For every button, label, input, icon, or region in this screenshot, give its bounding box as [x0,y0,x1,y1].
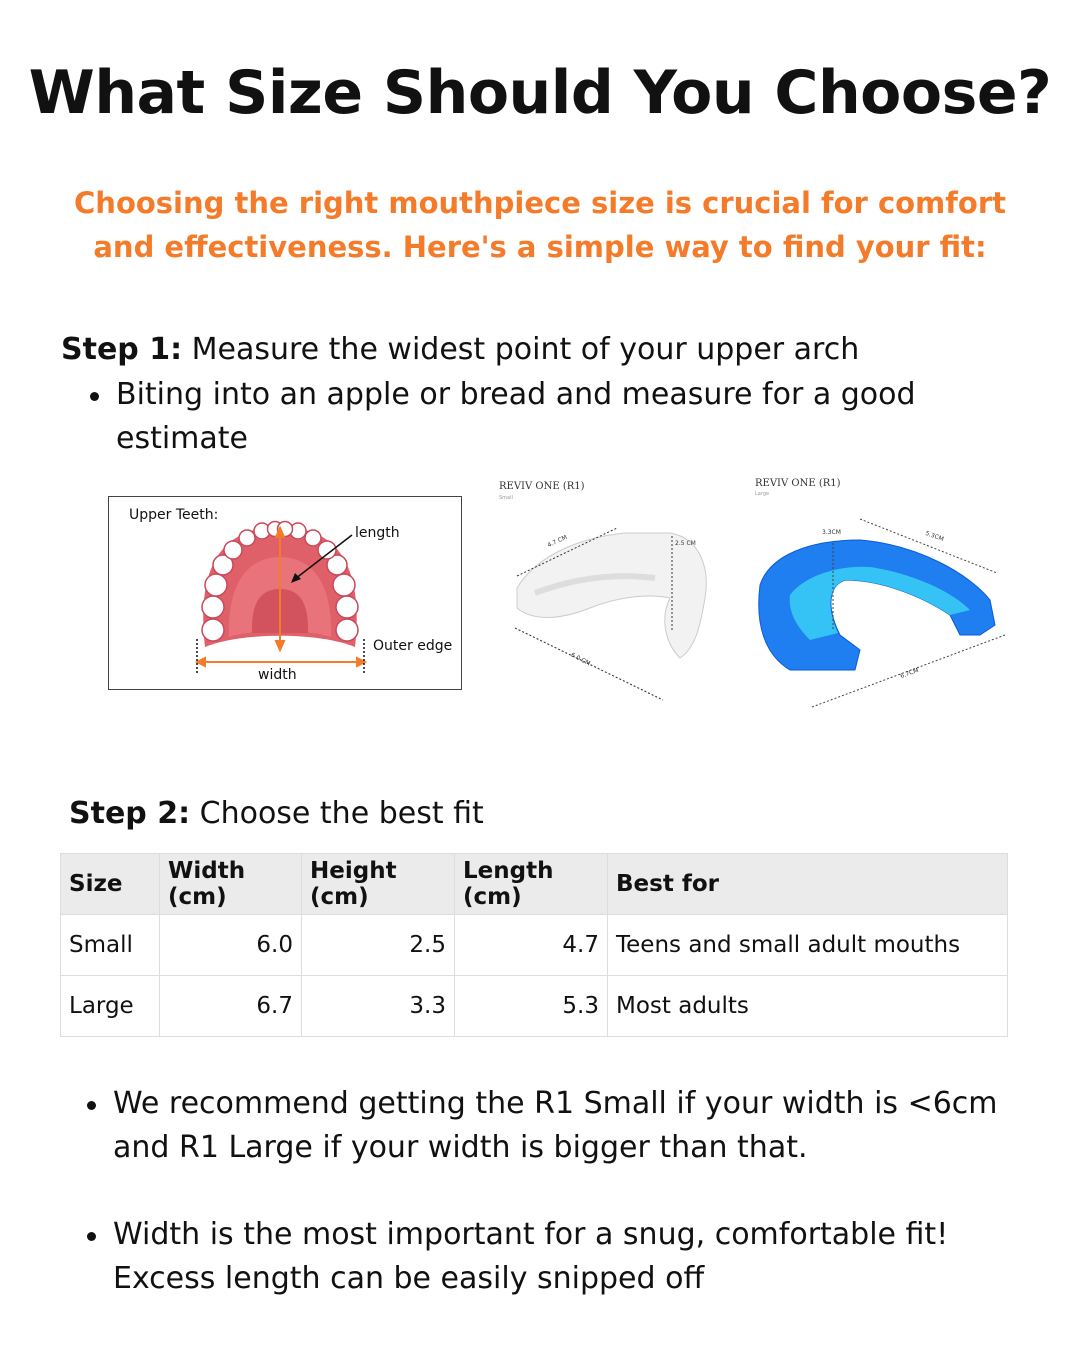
outer-edge-label: Outer edge [373,638,453,654]
step1-label: Step 1: [61,332,183,367]
step1-bullet: Biting into an apple or bread and measure for a good estimate [116,373,976,461]
mouthpiece-large-illustration [750,475,1010,715]
table-row [61,976,1008,1037]
product-image-small [495,478,735,708]
table-header-row [61,854,1008,915]
product-brand: REVIV ONE (R1) [755,478,841,489]
page-title: What Size Should You Choose? [28,58,1052,128]
step1-bullets [116,373,976,461]
step2-heading [69,796,484,831]
header-size: Size [61,854,160,915]
cell-size: Small [61,915,160,976]
cell-height: 2.5 [302,915,455,976]
cell-best-for: Most adults [608,976,1008,1037]
dim-height: 3.3CM [822,529,841,536]
dim-width: 6.0 CM [569,651,592,668]
note-item: We recommend getting the R1 Small if your width is <6cm and R1 Large if your width is bigger than that. [113,1082,1023,1170]
cell-length: 4.7 [455,915,608,976]
header-width: Width (cm) [160,854,302,915]
header-length: Length (cm) [455,854,608,915]
header-height: Height (cm) [302,854,455,915]
header-best-for: Best for [608,854,1008,915]
cell-width: 6.7 [160,976,302,1037]
table-row [61,915,1008,976]
mouthpiece-small-illustration [495,478,735,708]
cell-width: 6.0 [160,915,302,976]
cell-length: 5.3 [455,976,608,1037]
step1-heading [61,332,859,367]
diagram-heading: Upper Teeth: [129,507,219,523]
notes-list [113,1082,1023,1301]
teeth-arch-illustration [109,497,461,689]
product-size: Small [499,495,513,501]
cell-size: Large [61,976,160,1037]
cell-height: 3.3 [302,976,455,1037]
width-label: width [258,667,297,683]
upper-teeth-diagram [108,496,462,690]
step2-label: Step 2: [69,796,191,831]
cell-best-for: Teens and small adult mouths [608,915,1008,976]
dim-length: 4.7 CM [546,533,569,550]
step1-text: Measure the widest point of your upper arch [182,332,860,367]
product-brand: REVIV ONE (R1) [499,481,585,492]
note-item: Width is the most important for a snug, comfortable fit! Excess length can be easily snipped off [113,1213,1023,1301]
dim-height: 2.5 CM [675,540,696,547]
step2-text: Choose the best fit [190,796,484,831]
dim-length: 5.3CM [924,529,945,544]
product-size: Large [755,491,770,497]
subtitle: Choosing the right mouthpiece size is crucial for comfort and effectiveness. Here's a simple way to find your fit: [74,186,1006,264]
length-label: length [355,525,400,541]
size-table [60,853,1008,1037]
dim-width: 6.7CM [899,666,920,681]
product-image-large [750,475,1010,715]
